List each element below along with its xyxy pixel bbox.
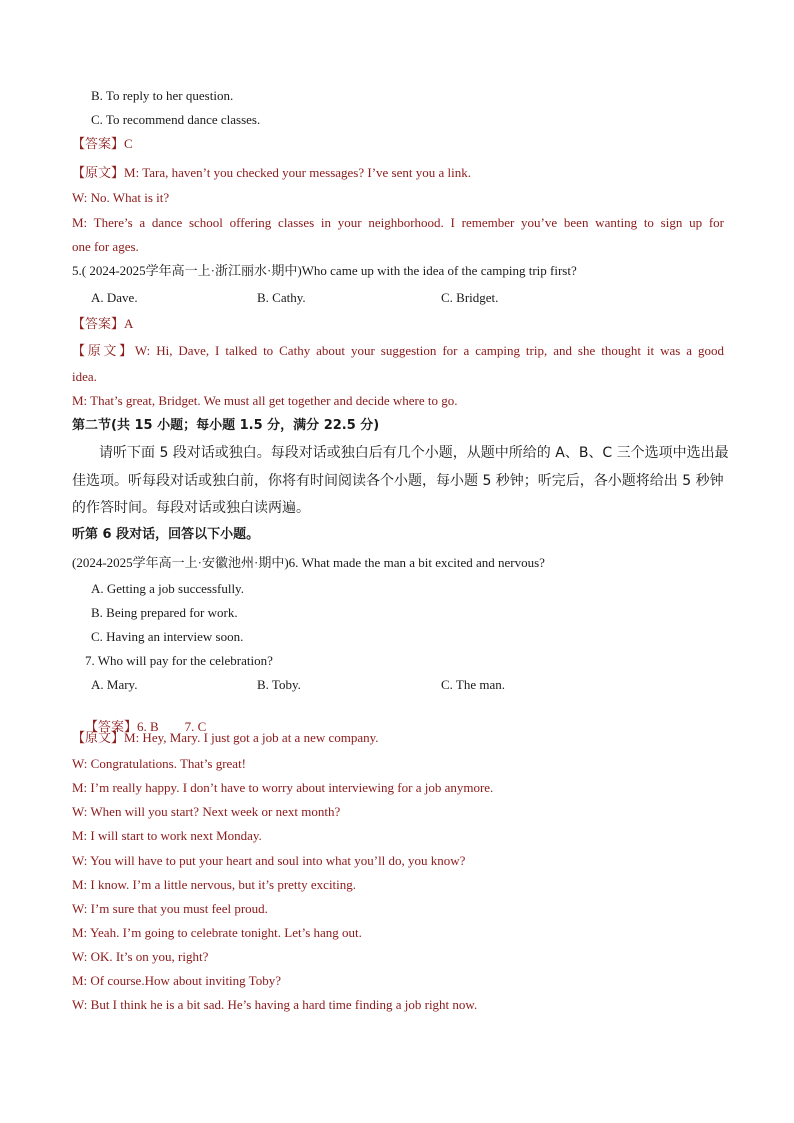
section-heading: 第二节(共 15 小题；每小题 1.5 分，满分 22.5 分): [72, 418, 380, 433]
q7-transcript-line: W: Congratulations. That’s great!: [72, 756, 247, 771]
q4-option-b: B. To reply to her question.: [91, 88, 234, 103]
q7-transcript-line: M: Of course.How about inviting Toby?: [72, 973, 281, 988]
transcript-label: 【原文】: [72, 731, 125, 746]
q4-transcript-line: one for ages.: [72, 239, 139, 254]
q7-option-a: A. Mary.: [91, 677, 138, 692]
instructions-line: 佳选项。听每段对话或独白前，你将有时间阅读各个小题，每小题 5 秒钟；听完后，各小题将给出 5 秒钟: [72, 473, 724, 489]
q7-transcript-line: M: Yeah. I’m going to celebrate tonight. Let’s hang out.: [72, 925, 362, 940]
q5-transcript-line: M: That’s great, Bridget. We must all get together and decide where to go.: [72, 393, 458, 408]
answer-label: 【答案】: [72, 137, 125, 152]
answer-value: A: [124, 316, 134, 331]
transcript-label: 【原文】: [72, 166, 125, 181]
q7-option-c: C. The man.: [441, 677, 506, 692]
dialog-heading: 听第 6 段对话，回答以下小题。: [72, 527, 260, 542]
q7-transcript-line: M: I will start to work next Monday.: [72, 828, 262, 843]
q5-transcript-line: 【原文】W: Hi, Dave, I talked to Cathy about your suggestion for a camping trip, and she thought it was a good: [72, 343, 724, 359]
q7-transcript-line: 【原文】M: Hey, Mary. I just got a job at a new company.: [72, 730, 379, 746]
transcript-label: 【原文】: [72, 344, 135, 359]
q4-transcript-line: 【原文】M: Tara, haven’t you checked your messages? I’ve sent you a link.: [72, 165, 471, 181]
instructions-line: 请听下面 5 段对话或独白。每段对话或独白后有几个小题，从题中所给的 A、B、C 三个选项中选出最: [99, 445, 729, 461]
q7-option-b: B. Toby.: [257, 677, 301, 692]
q5-option-c: C. Bridget.: [441, 290, 499, 305]
q7-transcript-line: W: But I think he is a bit sad. He’s having a hard time finding a job right now.: [72, 997, 478, 1012]
q7-transcript-line: W: When will you start? Next week or next month?: [72, 804, 341, 819]
q7-transcript-line: W: I’m sure that you must feel proud.: [72, 901, 268, 916]
instructions-line: 的作答时间。每段对话或独白读两遍。: [72, 500, 310, 516]
q5-answer: [72, 316, 133, 333]
q7-transcript-line: W: OK. It’s on you, right?: [72, 949, 209, 964]
answer-label: 【答案】: [72, 317, 125, 332]
q5-transcript-line: idea.: [72, 369, 97, 384]
q7-stem: 7. Who will pay for the celebration?: [85, 653, 273, 668]
q7-transcript-line: W: You will have to put your heart and soul into what you’ll do, you know?: [72, 853, 466, 868]
q5-stem: 5.( 2024-2025学年高一上·浙江丽水·期中)Who came up with the idea of the camping trip first?: [72, 263, 577, 278]
answer-value: 6. B 7. C: [137, 719, 207, 734]
answer-label: 【答案】: [85, 720, 138, 735]
q4-answer: [72, 136, 133, 153]
q7-transcript-line: M: I’m really happy. I don’t have to worry about interviewing for a job anymore.: [72, 780, 494, 795]
q4-option-c: C. To recommend dance classes.: [91, 112, 261, 127]
q4-transcript-line: M: There’s a dance school offering classes in your neighborhood. I remember you’ve been wanting to sign up for: [72, 215, 724, 230]
q7-transcript-line: M: I know. I’m a little nervous, but it’s pretty exciting.: [72, 877, 357, 892]
q6-option-b: B. Being prepared for work.: [91, 605, 238, 620]
q6-stem: (2024-2025学年高一上·安徽池州·期中)6. What made the man a bit excited and nervous?: [72, 555, 545, 570]
q4-transcript-line: W: No. What is it?: [72, 190, 170, 205]
answer-value: C: [124, 136, 133, 151]
q5-option-a: A. Dave.: [91, 290, 138, 305]
q6-option-a: A. Getting a job successfully.: [91, 581, 244, 596]
q6-option-c: C. Having an interview soon.: [91, 629, 244, 644]
q5-option-b: B. Cathy.: [257, 290, 306, 305]
